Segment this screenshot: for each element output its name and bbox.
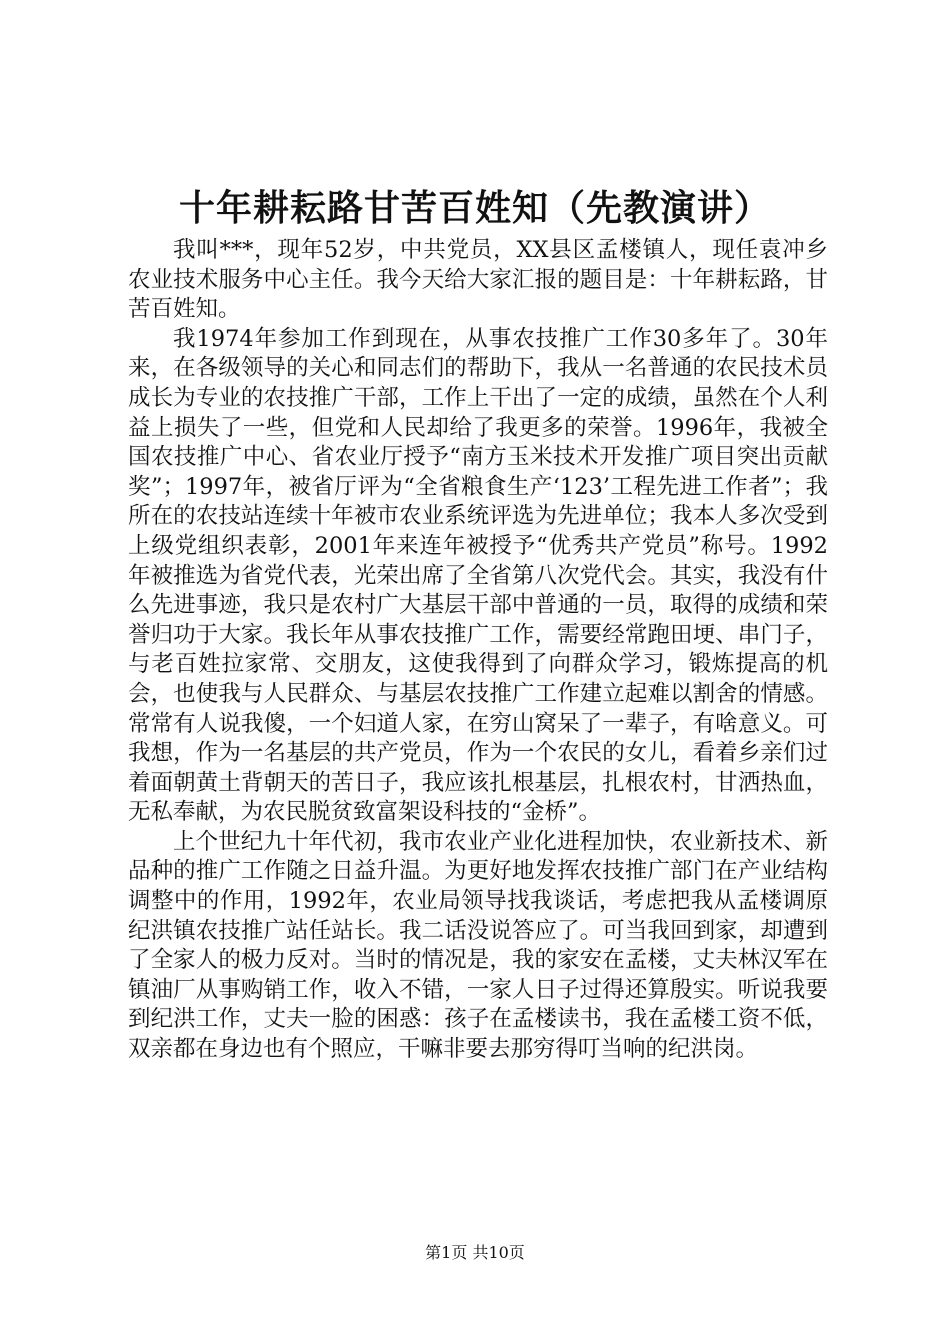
paragraph-1: 我叫***，现年52岁，中共党员，XX县区孟楼镇人，现任袁冲乡农业技术服务中心主任。我今天给大家汇报的题目是：十年耕耘路，甘苦百姓知。	[128, 237, 828, 323]
document-title: 十年耕耘路甘苦百姓知（先教演讲）	[178, 187, 771, 229]
paragraph-3: 上个世纪九十年代初，我市农业产业化进程加快，农业新技术、新品种的推广工作随之日益升温。为更好地发挥农技推广部门在产业结构调整中的作用，1992年，农业局领导找我谈话，考虑把我从孟楼调原纪洪镇农技推广站任站长。我二话没说答应了。可当我回到家，却遭到了全家人的极力反对。当时的情况是，我的家安在孟楼，丈夫林汉军在镇油厂从事购销工作，收入不错，一家人日子过得还算殷实。听说我要到纪洪工作，丈夫一脸的困惑：孩子在孟楼读书，我在孟楼工资不低，双亲都在身边也有个照应，干嘛非要去那穷得叮当响的纪洪岗。	[128, 828, 828, 1063]
paragraph-2: 我1974年参加工作到现在，从事农技推广工作30多年了。30年来，在各级领导的关心和同志们的帮助下，我从一名普通的农民技术员成长为专业的农技推广干部，工作上干出了一定的成绩，虽然在个人利益上损失了一些，但党和人民却给了我更多的荣誉。1996年，我被全国农技推广中心、省农业厅授予“南方玉米技术开发推广项目突出贡献奖”；1997年，被省厅评为“全省粮食生产‘123’工程先进工作者”；我所在的农技站连续十年被市农业系统评选为先进单位；我本人多次受到上级党组织表彰，2001年来连年被授予“优秀共产党员”称号。1992年被推选为省党代表，光荣出席了全省第八次党代会。其实，我没有什么先进事迹，我只是农村广大基层干部中普通的一员，取得的成绩和荣誉归功于大家。我长年从事农技推广工作，需要经常跑田埂、串门子，与老百姓拉家常、交朋友，这使我得到了向群众学习，锻炼提高的机会，也使我与人民群众、与基层农技推广工作建立起难以割舍的情感。常常有人说我傻，一个妇道人家，在穷山窝呆了一辈子，有啥意义。可我想，作为一名基层的共产党员，作为一个农民的女儿，看着乡亲们过着面朝黄土背朝天的苦日子，我应该扎根基层，扎根农村，甘洒热血，无私奉献，为农民脱贫致富架设科技的“金桥”。	[128, 325, 828, 826]
document-body	[128, 236, 828, 1065]
page-footer: 第1页 共10页	[425, 1243, 525, 1262]
